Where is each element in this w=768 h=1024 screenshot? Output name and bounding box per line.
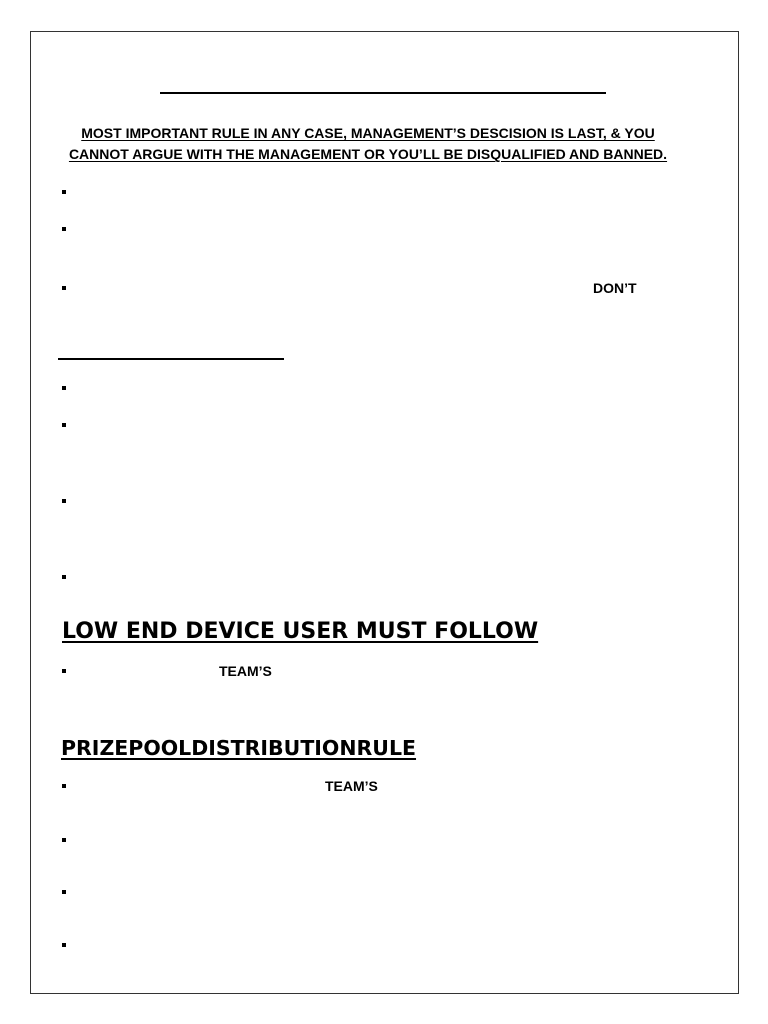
bullet-icon [62, 227, 66, 231]
bullet-icon [62, 890, 66, 894]
bullet-icon [62, 838, 66, 842]
low-end-device-heading: LOW END DEVICE USER MUST FOLLOW [62, 619, 539, 644]
rule-text-dont: DON’T [593, 280, 637, 296]
management-notice-line-1: MOST IMPORTANT RULE IN ANY CASE, MANAGEMENT’S DESCISION IS LAST, & YOU [81, 125, 655, 141]
bullet-icon [62, 499, 66, 503]
title-underline [160, 92, 606, 94]
bullet-icon [62, 575, 66, 579]
bullet-icon [62, 386, 66, 390]
bullet-icon [62, 784, 66, 788]
bullet-icon [62, 190, 66, 194]
bullet-icon [62, 423, 66, 427]
bullet-icon [62, 943, 66, 947]
management-notice-line-2: CANNOT ARGUE WITH THE MANAGEMENT OR YOU’LL BE DISQUALIFIED AND BANNED. [68, 146, 668, 162]
bullet-icon [62, 286, 66, 290]
section-heading-underline [58, 358, 284, 360]
prizepool-distribution-heading: PRIZEPOOLDISTRIBUTIONRULE [61, 736, 417, 760]
bullet-icon [62, 669, 66, 673]
rule-text-teams: TEAM’S [325, 778, 378, 794]
page-border [30, 31, 739, 994]
rule-text-teams: TEAM’S [219, 663, 272, 679]
